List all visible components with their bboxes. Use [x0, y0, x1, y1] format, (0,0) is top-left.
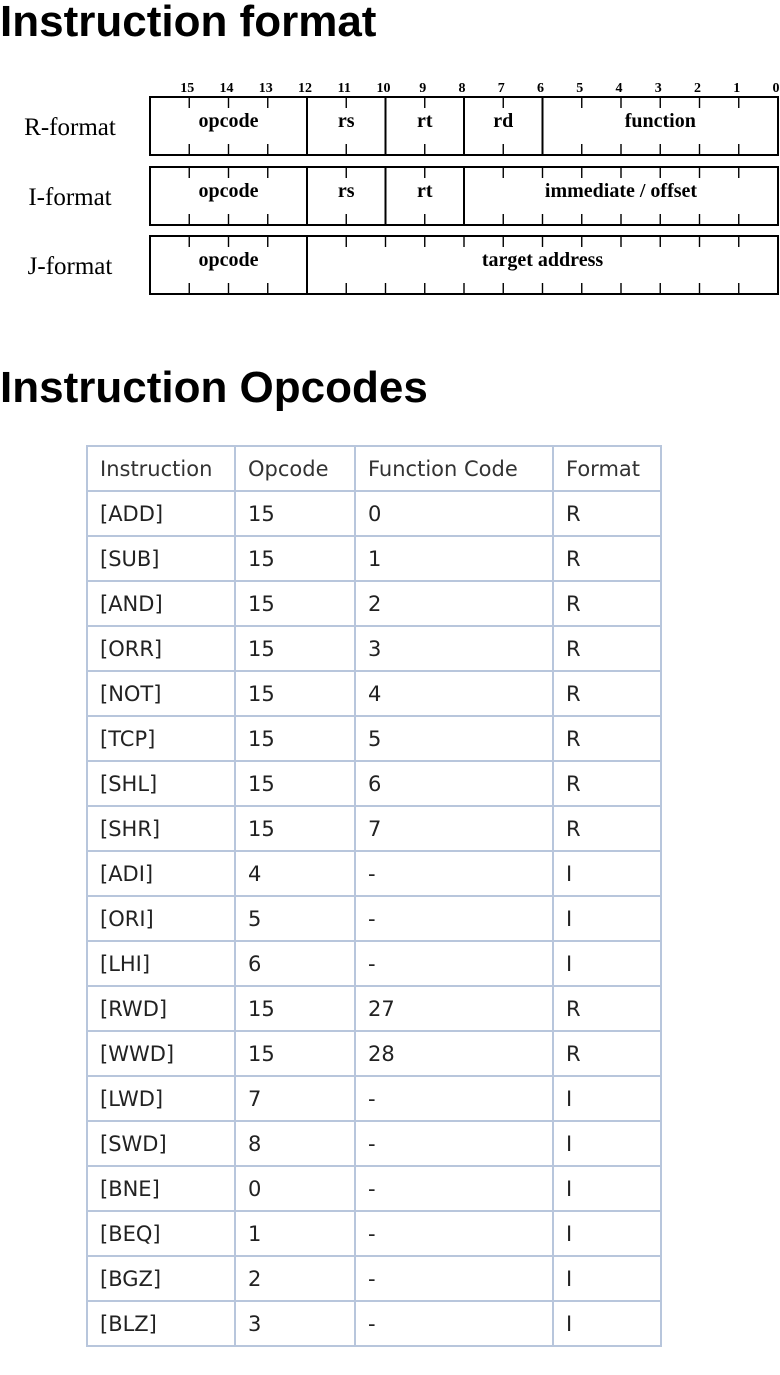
bit-number-label: 9 [419, 81, 427, 96]
bit-number-label: 15 [180, 81, 195, 96]
format-cell: R [553, 671, 661, 716]
bit-number-label: 14 [219, 81, 234, 96]
opcode-cell: 8 [235, 1121, 355, 1166]
bit-number-label: 2 [694, 81, 701, 96]
table-row [87, 1166, 661, 1211]
bit-number-label: 3 [654, 81, 662, 96]
bit-number-label: 8 [458, 81, 466, 96]
opcode-cell: 15 [235, 716, 355, 761]
opcode-cell: 2 [235, 1256, 355, 1301]
table-row [87, 1031, 661, 1076]
table-row [87, 536, 661, 581]
section-title-instruction-format: Instruction format [0, 0, 377, 46]
format-cell: I [553, 851, 661, 896]
format-row-label: I-format [28, 184, 112, 211]
instruction-cell: [SHR] [87, 806, 235, 851]
format-cell: I [553, 1121, 661, 1166]
instruction-cell: [SWD] [87, 1121, 235, 1166]
opcode-cell: 3 [235, 1301, 355, 1346]
instruction-format-diagram [0, 70, 780, 302]
table-row [87, 581, 661, 626]
opcode-cell: 15 [235, 1031, 355, 1076]
opcode-cell: 15 [235, 626, 355, 671]
table-row [87, 761, 661, 806]
table-row [87, 626, 661, 671]
table-row [87, 716, 661, 761]
instruction-cell: [BNE] [87, 1166, 235, 1211]
field-label: immediate / offset [544, 180, 698, 202]
format-cell: R [553, 806, 661, 851]
bit-number-label: 1 [733, 81, 741, 96]
column-header-function-code: Function Code [355, 446, 553, 491]
table-row [87, 986, 661, 1031]
function-code-cell: 6 [355, 761, 553, 806]
table-row [87, 1211, 661, 1256]
instruction-cell: [BEQ] [87, 1211, 235, 1256]
instruction-cell: [ADD] [87, 491, 235, 536]
format-cell: I [553, 941, 661, 986]
format-cell: R [553, 491, 661, 536]
table-header-row [87, 446, 661, 491]
instruction-cell: [LWD] [87, 1076, 235, 1121]
opcode-cell: 15 [235, 581, 355, 626]
function-code-cell: - [355, 1301, 553, 1346]
instruction-cell: [WWD] [87, 1031, 235, 1076]
format-cell: I [553, 1076, 661, 1121]
function-code-cell: 4 [355, 671, 553, 716]
function-code-cell: - [355, 1121, 553, 1166]
field-label: opcode [198, 180, 259, 202]
table-row [87, 851, 661, 896]
section-title-instruction-opcodes: Instruction Opcodes [0, 363, 428, 412]
opcode-cell: 0 [235, 1166, 355, 1211]
field-label: function [624, 110, 696, 132]
bit-number-label: 12 [298, 81, 312, 96]
opcode-cell: 15 [235, 761, 355, 806]
instruction-cell: [BGZ] [87, 1256, 235, 1301]
instruction-cell: [SHL] [87, 761, 235, 806]
instruction-cell: [TCP] [87, 716, 235, 761]
table-row [87, 1256, 661, 1301]
format-cell: R [553, 581, 661, 626]
bit-number-label: 6 [537, 81, 544, 96]
instruction-cell: [ORI] [87, 896, 235, 941]
function-code-cell: 0 [355, 491, 553, 536]
field-label: opcode [198, 110, 259, 132]
instruction-cell: [ORR] [87, 626, 235, 671]
function-code-cell: 2 [355, 581, 553, 626]
instruction-cell: [AND] [87, 581, 235, 626]
function-code-cell: 5 [355, 716, 553, 761]
function-code-cell: - [355, 896, 553, 941]
format-cell: I [553, 1301, 661, 1346]
table-row [87, 806, 661, 851]
opcode-cell: 7 [235, 1076, 355, 1121]
table-row [87, 941, 661, 986]
instruction-cell: [ADI] [87, 851, 235, 896]
table-row [87, 896, 661, 941]
function-code-cell: - [355, 1211, 553, 1256]
function-code-cell: 3 [355, 626, 553, 671]
table-row [87, 491, 661, 536]
bit-number-label: 7 [497, 81, 505, 96]
column-header-instruction: Instruction [87, 446, 235, 491]
opcode-cell: 6 [235, 941, 355, 986]
bit-number-label: 5 [576, 81, 584, 96]
opcode-cell: 5 [235, 896, 355, 941]
function-code-cell: 7 [355, 806, 553, 851]
function-code-cell: 27 [355, 986, 553, 1031]
instruction-cell: [RWD] [87, 986, 235, 1031]
opcode-cell: 15 [235, 806, 355, 851]
format-cell: I [553, 1256, 661, 1301]
opcode-table [86, 445, 662, 1347]
instruction-cell: [SUB] [87, 536, 235, 581]
function-code-cell: - [355, 851, 553, 896]
table-row [87, 1121, 661, 1166]
format-cell: R [553, 536, 661, 581]
opcode-cell: 15 [235, 491, 355, 536]
opcode-cell: 15 [235, 986, 355, 1031]
field-label: rs [337, 180, 355, 202]
bit-number-label: 4 [615, 81, 623, 96]
bit-number-label: 11 [337, 81, 351, 96]
field-label: rt [416, 180, 433, 202]
bit-number-label: 0 [772, 81, 780, 96]
instruction-cell: [NOT] [87, 671, 235, 716]
table-row [87, 671, 661, 716]
instruction-cell: [LHI] [87, 941, 235, 986]
format-cell: R [553, 626, 661, 671]
format-cell: R [553, 761, 661, 806]
function-code-cell: 28 [355, 1031, 553, 1076]
format-row-label: J-format [27, 253, 113, 280]
function-code-cell: 1 [355, 536, 553, 581]
opcode-cell: 15 [235, 671, 355, 716]
column-header-opcode: Opcode [235, 446, 355, 491]
field-label: rt [416, 110, 433, 132]
instruction-cell: [BLZ] [87, 1301, 235, 1346]
opcode-cell: 15 [235, 536, 355, 581]
function-code-cell: - [355, 1166, 553, 1211]
table-row [87, 1076, 661, 1121]
format-row-label: R-format [24, 114, 116, 141]
format-cell: R [553, 986, 661, 1031]
field-label: opcode [198, 249, 259, 271]
field-label: rs [337, 110, 355, 132]
function-code-cell: - [355, 941, 553, 986]
column-header-format: Format [553, 446, 661, 491]
format-cell: I [553, 896, 661, 941]
field-label: rd [493, 110, 514, 132]
function-code-cell: - [355, 1076, 553, 1121]
field-label: target address [481, 249, 604, 271]
table-row [87, 1301, 661, 1346]
bit-number-label: 13 [258, 81, 273, 96]
bit-number-label: 10 [376, 81, 391, 96]
format-cell: R [553, 1031, 661, 1076]
format-cell: I [553, 1166, 661, 1211]
function-code-cell: - [355, 1256, 553, 1301]
format-cell: I [553, 1211, 661, 1256]
opcode-cell: 4 [235, 851, 355, 896]
opcode-cell: 1 [235, 1211, 355, 1256]
format-cell: R [553, 716, 661, 761]
